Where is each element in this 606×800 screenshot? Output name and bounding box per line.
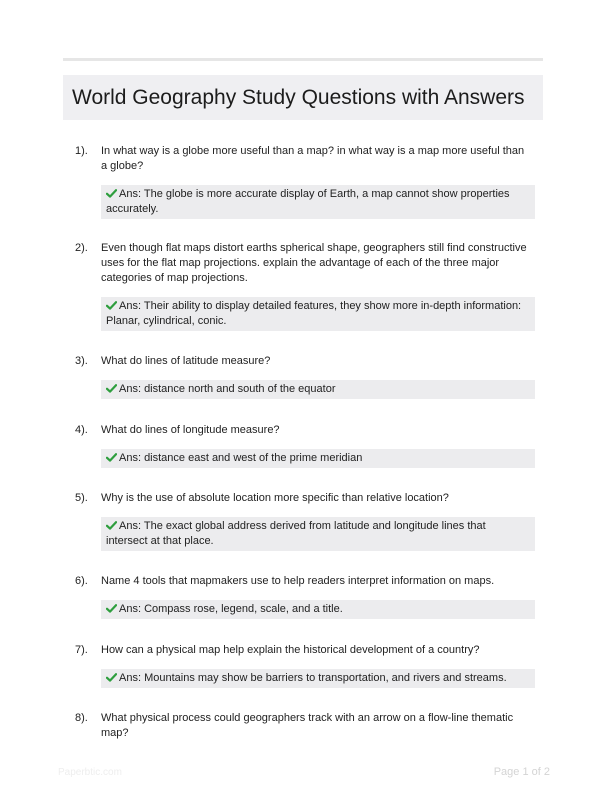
question-number: 6).	[75, 575, 88, 587]
qa-item-2	[63, 241, 543, 331]
question-number: 5).	[75, 492, 88, 504]
question-number: 3).	[75, 355, 88, 367]
question-number: 7).	[75, 644, 88, 656]
footer-watermark: Paperbtic.com	[58, 767, 122, 778]
answer-text: Ans: Compass rose, legend, scale, and a title.	[119, 603, 343, 615]
answer-box	[101, 449, 535, 468]
answer-box	[101, 669, 535, 688]
question-text: How can a physical map help explain the historical development of a country?	[101, 644, 480, 656]
check-icon	[106, 384, 117, 393]
question-number: 8).	[75, 712, 88, 724]
question-number: 1).	[75, 145, 88, 157]
answer-text: Ans: Mountains may show be barriers to transportation, and rivers and streams.	[119, 672, 507, 684]
qa-item-4	[63, 423, 543, 468]
check-icon	[106, 673, 117, 682]
qa-item-6	[63, 574, 543, 619]
qa-item-1	[63, 144, 543, 219]
answer-box	[101, 600, 535, 619]
question-text: What physical process could geographers track with an arrow on a flow-line thematic map?	[101, 712, 514, 739]
question-text: What do lines of latitude measure?	[101, 355, 271, 367]
answer-text: Ans: distance north and south of the equator	[119, 383, 336, 395]
answer-box	[101, 517, 535, 551]
question-number: 2).	[75, 242, 88, 254]
question-text: Why is the use of absolute location more specific than relative location?	[101, 492, 449, 504]
check-icon	[106, 604, 117, 613]
answer-text: Ans: The exact global address derived from latitude and longitude lines that intersect at that place.	[106, 520, 486, 547]
qa-item-8	[63, 711, 543, 741]
qa-item-5	[63, 491, 543, 551]
check-icon	[106, 189, 117, 198]
page-indicator: Page 1 of 2	[493, 766, 550, 778]
question-number: 4).	[75, 424, 88, 436]
check-icon	[106, 521, 117, 530]
answer-box	[101, 297, 535, 331]
question-text: In what way is a globe more useful than a map? in what way is a map more useful than a globe?	[101, 145, 525, 172]
answer-text: Ans: The globe is more accurate display of Earth, a map cannot show properties accurately.	[106, 188, 510, 215]
question-text: Name 4 tools that mapmakers use to help readers interpret information on maps.	[101, 575, 495, 587]
page-title: World Geography Study Questions with Answers	[72, 85, 525, 109]
qa-item-3	[63, 354, 543, 399]
answer-text: Ans: Their ability to display detailed features, they show more in-depth information: Planar, cylindrical, conic.	[106, 300, 522, 327]
answer-box	[101, 380, 535, 399]
check-icon	[106, 453, 117, 462]
qa-item-7	[63, 643, 543, 688]
answer-box	[101, 185, 535, 219]
check-icon	[106, 301, 117, 310]
answer-text: Ans: distance east and west of the prime meridian	[119, 452, 363, 464]
top-divider	[63, 58, 543, 61]
title-bar	[63, 75, 543, 120]
question-text: What do lines of longitude measure?	[101, 424, 280, 436]
question-text: Even though flat maps distort earths spherical shape, geographers still find constructive uses for the flat map projections. explain the advantage of each of the three major categories of map projections.	[101, 242, 527, 284]
